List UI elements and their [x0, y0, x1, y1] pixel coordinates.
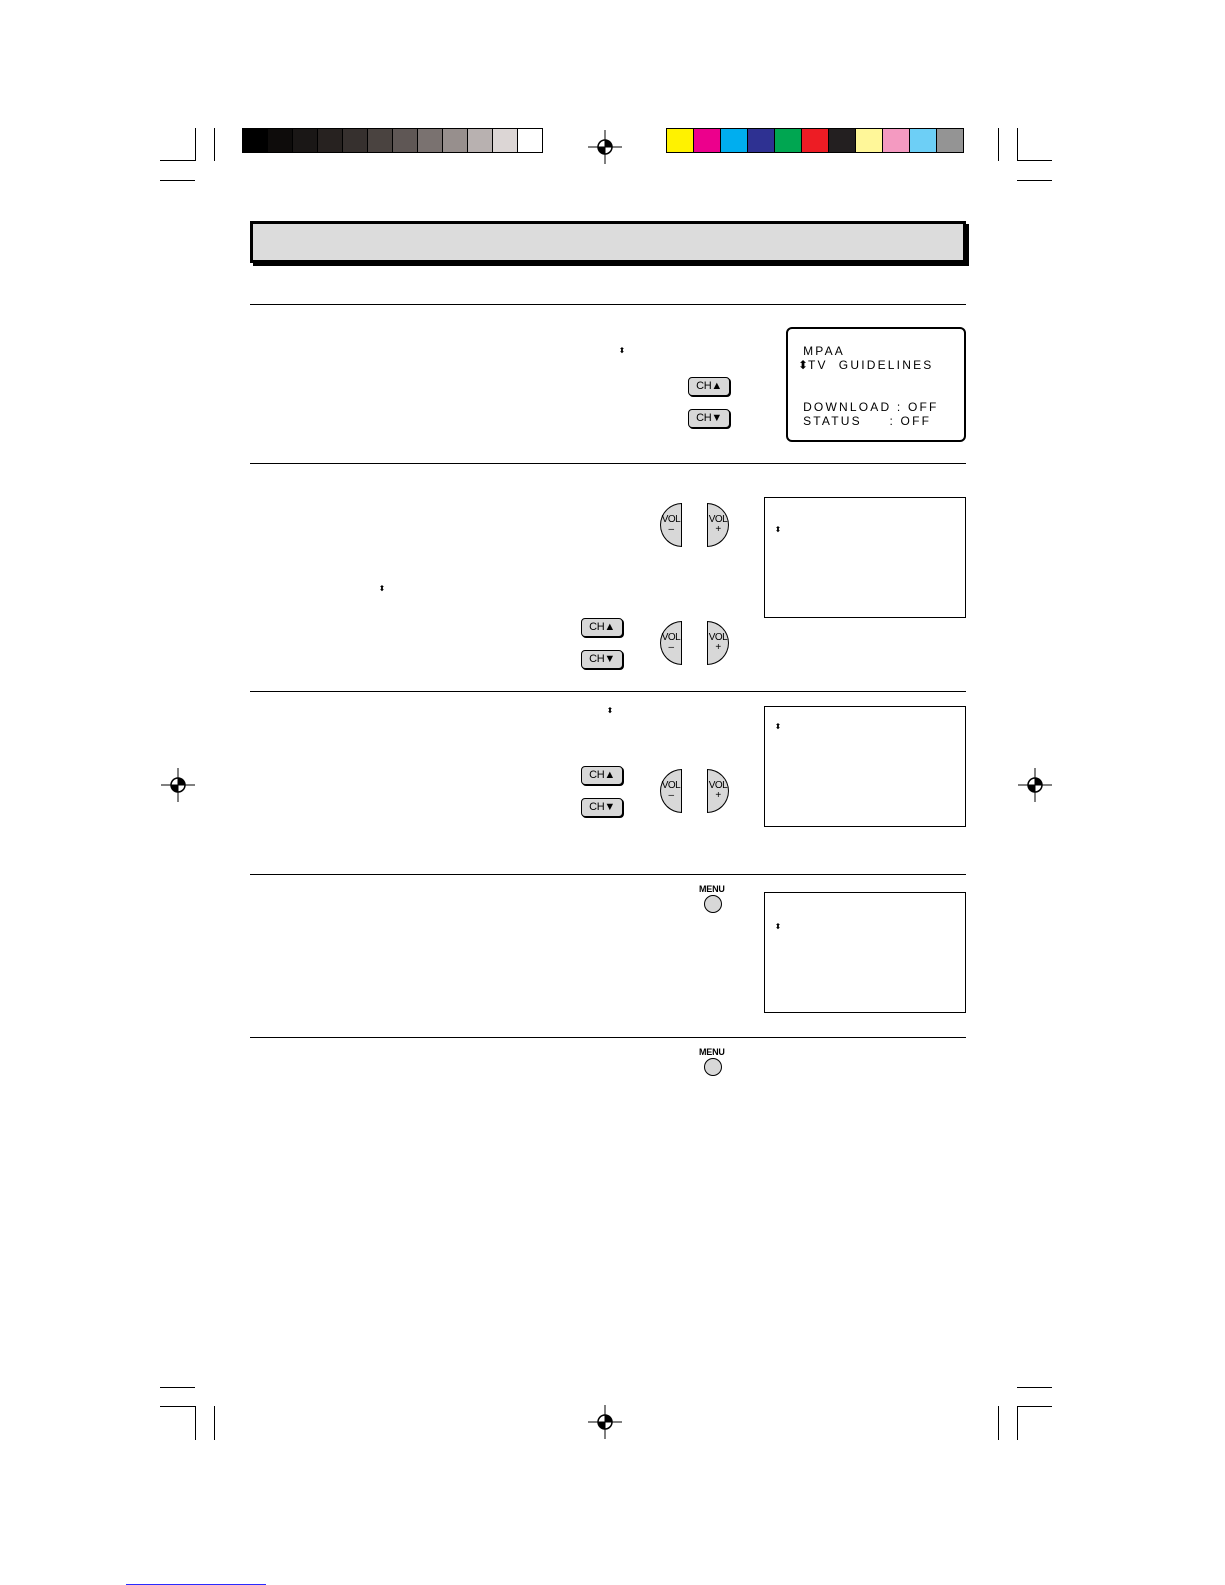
vol-plus-button[interactable] — [707, 621, 729, 665]
osd-screen-blank — [764, 706, 966, 827]
color-swatch — [392, 128, 418, 153]
crop-mark — [195, 128, 196, 161]
color-swatch — [417, 128, 443, 153]
crop-mark — [998, 128, 999, 161]
osd-selector-arrow-icon: ⬍ — [774, 922, 782, 931]
minus-sign: – — [668, 790, 674, 801]
color-swatch — [317, 128, 343, 153]
plus-sign: + — [715, 642, 721, 653]
menu-button[interactable] — [704, 895, 722, 913]
crop-mark — [160, 160, 195, 161]
vol-label: VOL — [661, 780, 681, 791]
section-divider — [250, 691, 966, 692]
color-swatch — [342, 128, 368, 153]
color-swatch — [909, 128, 937, 153]
color-swatch — [801, 128, 829, 153]
color-swatch — [292, 128, 318, 153]
osd-screen-parental-control — [786, 327, 966, 442]
color-swatch — [855, 128, 883, 153]
osd-selector-arrow-icon: ⬍ — [774, 525, 782, 534]
color-swatch — [936, 128, 964, 153]
color-swatch — [666, 128, 694, 153]
color-swatch — [517, 128, 543, 153]
crop-mark — [214, 1406, 215, 1440]
ch-down-button[interactable]: CH▼ — [581, 650, 623, 669]
plus-sign: + — [715, 524, 721, 535]
vol-plus-button[interactable] — [707, 503, 729, 547]
color-swatch — [367, 128, 393, 153]
crop-mark — [998, 1406, 999, 1440]
crop-mark — [1017, 1406, 1052, 1407]
osd-line-mpaa: MPAA — [792, 344, 845, 358]
crop-mark — [160, 180, 195, 181]
osd-selector-arrow-icon: ⬍ — [798, 358, 809, 372]
crop-mark — [1017, 1387, 1052, 1388]
color-swatch — [720, 128, 748, 153]
osd-line-status: STATUS : OFF — [792, 414, 932, 428]
crop-mark — [214, 128, 215, 161]
vol-label: VOL — [708, 514, 728, 525]
section-divider — [250, 463, 966, 464]
crop-mark — [1017, 128, 1018, 161]
crop-mark — [1017, 160, 1052, 161]
vol-label: VOL — [661, 632, 681, 643]
ch-down-button[interactable]: CH▼ — [688, 409, 730, 428]
menu-button-label: MENU — [699, 1047, 725, 1057]
vol-label: VOL — [661, 514, 681, 525]
menu-button[interactable] — [704, 1058, 722, 1076]
ch-down-button[interactable]: CH▼ — [581, 798, 623, 817]
osd-line-download: DOWNLOAD : OFF — [792, 400, 939, 414]
vol-minus-button[interactable] — [660, 503, 682, 547]
minus-sign: – — [668, 642, 674, 653]
crop-mark — [1017, 180, 1052, 181]
osd-line-tv-guidelines: TV GUIDELINES — [808, 358, 934, 372]
crop-mark — [160, 1387, 195, 1388]
color-swatch — [774, 128, 802, 153]
title-bar — [250, 221, 966, 263]
section-divider — [250, 304, 966, 305]
vol-label: VOL — [708, 780, 728, 791]
color-swatch — [267, 128, 293, 153]
crop-mark — [1017, 1406, 1018, 1440]
color-swatch — [442, 128, 468, 153]
section-divider — [250, 1037, 966, 1038]
ch-up-button[interactable]: CH▲ — [581, 618, 623, 637]
registration-target-icon — [1018, 768, 1052, 802]
color-swatch — [242, 128, 268, 153]
vol-label: VOL — [708, 632, 728, 643]
registration-target-icon — [588, 1405, 622, 1439]
updown-arrow-icon: ⬍ — [618, 346, 626, 355]
vol-minus-button[interactable] — [660, 769, 682, 813]
updown-arrow-icon: ⬍ — [378, 584, 386, 593]
osd-screen-blank — [764, 892, 966, 1013]
registration-target-icon — [588, 130, 622, 164]
vol-minus-button[interactable] — [660, 621, 682, 665]
color-swatch — [747, 128, 775, 153]
crop-mark — [160, 1406, 195, 1407]
minus-sign: – — [668, 524, 674, 535]
section-divider — [250, 874, 966, 875]
crop-mark — [195, 1406, 196, 1440]
osd-screen-blank — [764, 497, 966, 618]
vol-plus-button[interactable] — [707, 769, 729, 813]
color-swatch — [828, 128, 856, 153]
color-swatch — [467, 128, 493, 153]
registration-target-icon — [161, 768, 195, 802]
color-swatch — [882, 128, 910, 153]
menu-button-label: MENU — [699, 884, 725, 894]
updown-arrow-icon: ⬍ — [606, 706, 614, 715]
color-swatch — [492, 128, 518, 153]
ch-up-button[interactable]: CH▲ — [688, 377, 730, 396]
osd-selector-arrow-icon: ⬍ — [774, 722, 782, 731]
ch-up-button[interactable]: CH▲ — [581, 766, 623, 785]
plus-sign: + — [715, 790, 721, 801]
color-swatch — [693, 128, 721, 153]
